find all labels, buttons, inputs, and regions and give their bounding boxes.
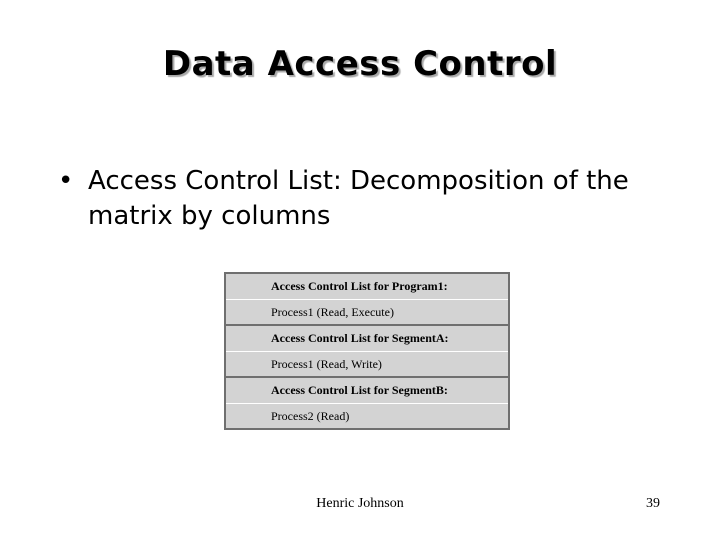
acl-entry: Process2 (Read) bbox=[271, 409, 350, 423]
bullet-marker: • bbox=[58, 166, 74, 196]
acl-header: Access Control List for Program1: bbox=[226, 274, 508, 300]
acl-group-segmenta bbox=[226, 326, 508, 378]
bullet-item bbox=[58, 164, 678, 234]
acl-table bbox=[224, 272, 510, 430]
acl-group-program1 bbox=[226, 274, 508, 326]
footer-author: Henric Johnson bbox=[316, 496, 404, 511]
slide-title: Data Access Control bbox=[162, 44, 558, 84]
acl-entry: Process1 (Read, Write) bbox=[271, 357, 382, 371]
acl-group-segmentb bbox=[226, 378, 508, 428]
bullet-text: Access Control List: Decomposition of the matrix by columns bbox=[88, 166, 629, 231]
acl-header: Access Control List for SegmentA: bbox=[226, 326, 508, 352]
acl-header: Access Control List for SegmentB: bbox=[226, 378, 508, 404]
page-number: 39 bbox=[646, 496, 660, 511]
acl-entry: Process1 (Read, Execute) bbox=[271, 305, 394, 319]
